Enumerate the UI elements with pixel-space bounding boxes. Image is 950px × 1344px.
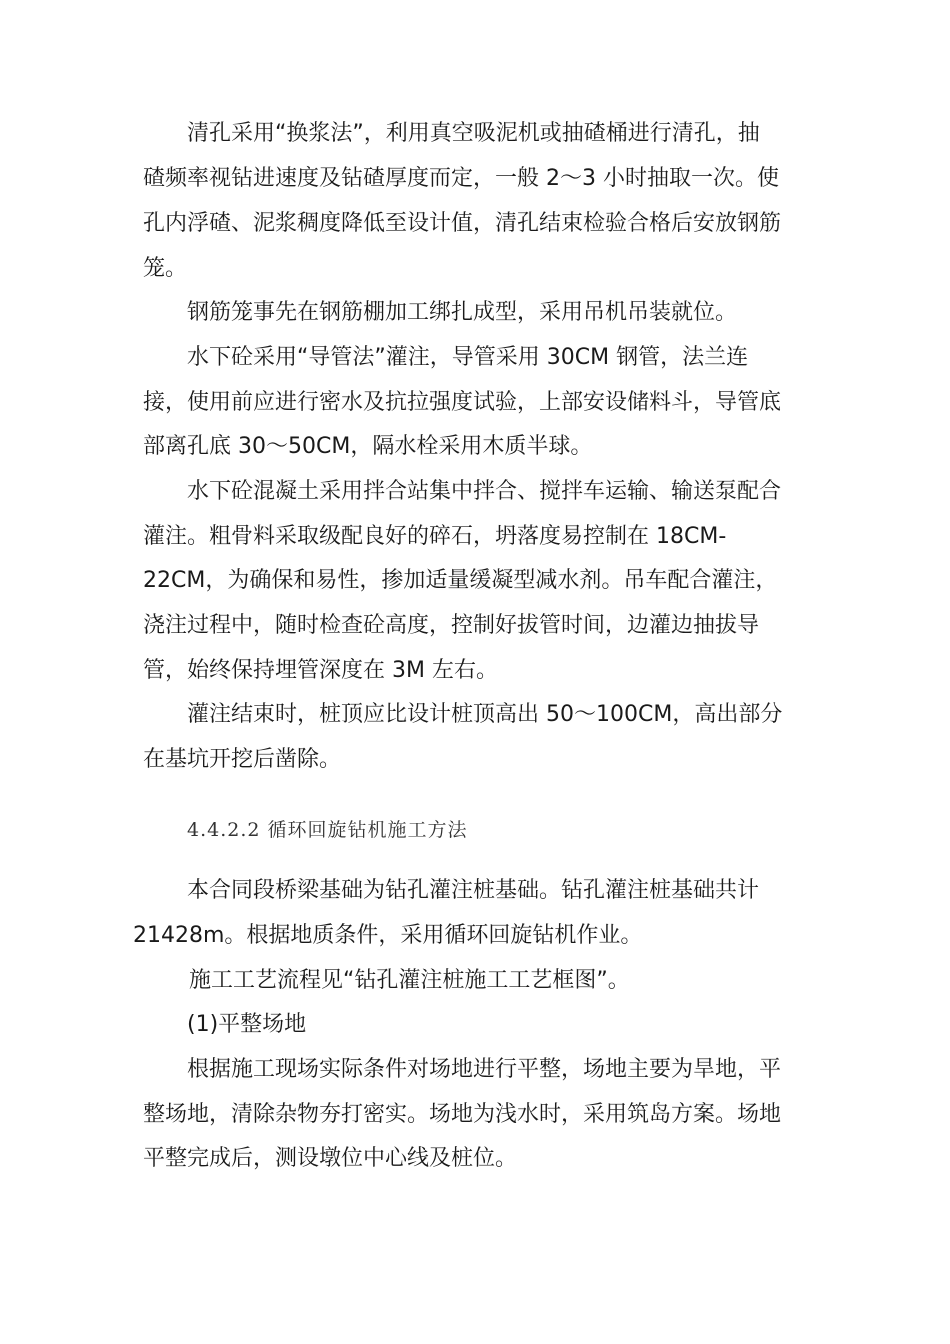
paragraph-6-line-2: 21428m。根据地质条件，采用循环回旋钻机作业。 [133,923,643,948]
paragraph-8-line-1: (1)平整场地 [187,1012,307,1037]
paragraph-1-line-2: 碴频率视钻进速度及钻碴厚度而定，一般 2～3 小时抽取一次。使 [143,166,779,191]
paragraph-3-line-1: 水下砼采用“导管法”灌注，导管采用 30CM 钢管，法兰连 [187,345,749,370]
paragraph-9-line-1: 根据施工现场实际条件对场地进行平整，场地主要为旱地，平 [187,1057,782,1082]
section-heading: 4.4.2.2 循环回旋钻机施工方法 [187,819,468,841]
paragraph-5-line-2: 在基坑开挖后凿除。 [143,747,342,772]
paragraph-9-line-2: 整场地，清除杂物夯打密实。场地为浅水时，采用筑岛方案。场地 [143,1102,782,1127]
paragraph-4-line-4: 浇注过程中，随时检查砼高度，控制好拔管时间，边灌边抽拔导 [143,613,760,638]
paragraph-3-line-3: 部离孔底 30～50CM，隔水栓采用木质半球。 [143,434,593,459]
paragraph-9-line-3: 平整完成后，测设墩位中心线及桩位。 [143,1146,518,1171]
paragraph-7-line-1: 施工工艺流程见“钻孔灌注桩施工工艺框图”。 [189,968,630,993]
paragraph-1-line-3: 孔内浮碴、泥浆稠度降低至设计值，清孔结束检验合格后安放钢筋 [143,211,782,236]
paragraph-4-line-3: 22CM，为确保和易性，掺加适量缓凝型减水剂。吊车配合灌注， [143,568,778,593]
paragraph-2-line-1: 钢筋笼事先在钢筋棚加工绑扎成型，采用吊机吊装就位。 [187,300,738,325]
paragraph-4-line-1: 水下砼混凝土采用拌合站集中拌合、搅拌车运输、输送泵配合 [187,479,782,504]
paragraph-5-line-1: 灌注结束时，桩顶应比设计桩顶高出 50～100CM，高出部分 [187,702,783,727]
paragraph-4-line-5: 管，始终保持埋管深度在 3M 左右。 [143,658,498,683]
paragraph-6-line-1: 本合同段桥梁基础为钻孔灌注桩基础。钻孔灌注桩基础共计 [187,878,760,903]
paragraph-3-line-2: 接，使用前应进行密水及抗拉强度试验，上部安设储料斗，导管底 [143,390,782,415]
paragraph-1-line-4: 笼。 [143,256,188,281]
paragraph-4-line-2: 灌注。粗骨料采取级配良好的碎石，坍落度易控制在 18CM- [143,524,727,549]
paragraph-1-line-1: 清孔采用“换浆法”，利用真空吸泥机或抽碴桶进行清孔，抽 [187,121,760,146]
